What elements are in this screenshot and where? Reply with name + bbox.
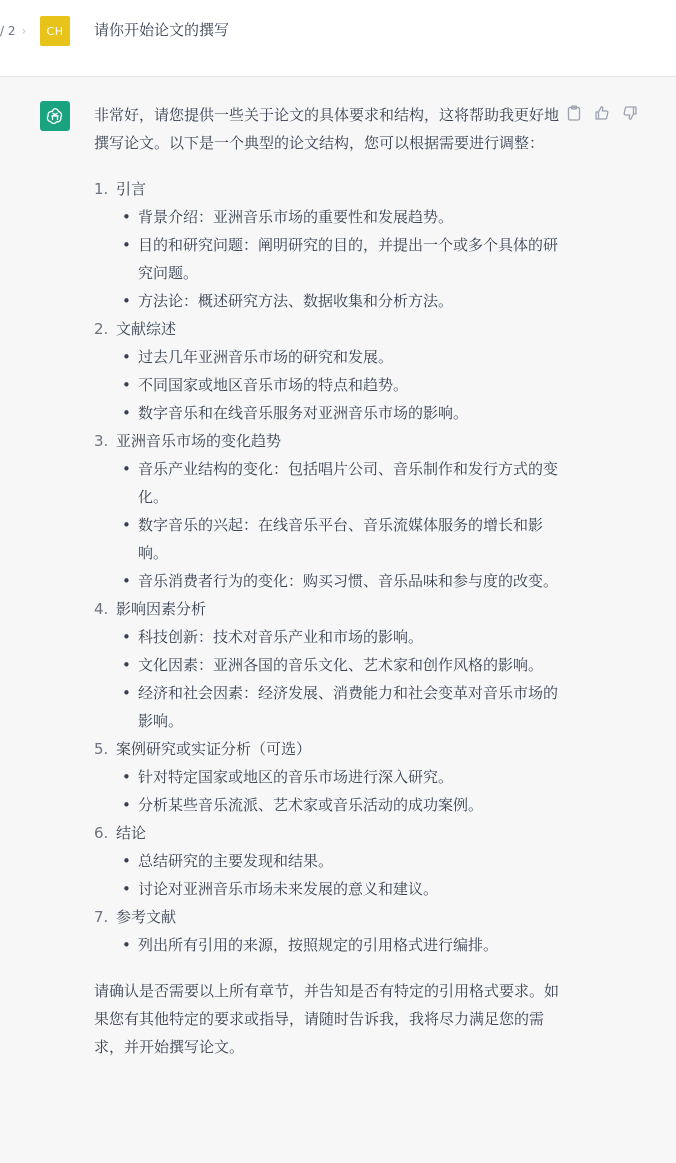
section-items xyxy=(116,203,560,315)
section-number: 3. xyxy=(94,432,109,450)
clipboard-icon[interactable] xyxy=(566,105,582,121)
assistant-outro: 请确认是否需要以上所有章节，并告知是否有特定的引用格式要求。如果您有其他特定的要求或指导，请随时告诉我，我将尽力满足您的需求，并开始撰写论文。 xyxy=(94,982,560,1056)
assistant-message-row xyxy=(0,77,676,1163)
section-items xyxy=(116,763,560,819)
user-message-row xyxy=(0,0,676,77)
user-message-text: 请你开始论文的撰写 xyxy=(94,21,230,39)
thumbs-down-icon[interactable] xyxy=(622,105,638,121)
section-items xyxy=(116,623,560,735)
section-number: 4. xyxy=(94,600,109,618)
list-item: • 音乐产业结构的变化：包括唱片公司、音乐制作和发行方式的变化。 xyxy=(138,455,560,511)
section-number: 2. xyxy=(94,320,109,338)
section-items xyxy=(116,847,560,903)
list-item: • 方法论：概述研究方法、数据收集和分析方法。 xyxy=(138,287,560,315)
list-item: • 针对特定国家或地区的音乐市场进行深入研究。 xyxy=(138,763,560,791)
openai-logo-icon xyxy=(45,106,65,126)
section-items xyxy=(116,931,560,959)
thumbs-up-icon[interactable] xyxy=(594,105,610,121)
response-pager[interactable] xyxy=(0,24,26,38)
list-item: • 分析某些音乐流派、艺术家或音乐活动的成功案例。 xyxy=(138,791,560,819)
section-number: 7. xyxy=(94,908,109,926)
assistant-message-content xyxy=(94,101,560,1061)
list-item: • 背景介绍：亚洲音乐市场的重要性和发展趋势。 xyxy=(138,203,560,231)
outline-section xyxy=(94,735,560,819)
list-item: • 总结研究的主要发现和结果。 xyxy=(138,847,560,875)
pager-text: / 2 xyxy=(0,24,16,38)
list-item: • 不同国家或地区音乐市场的特点和趋势。 xyxy=(138,371,560,399)
outline-section xyxy=(94,819,560,903)
chevron-right-icon[interactable]: › xyxy=(21,24,27,38)
section-items xyxy=(116,343,560,427)
section-title: 亚洲音乐市场的变化趋势 xyxy=(116,432,282,450)
user-avatar: CH xyxy=(40,16,70,46)
outline-section xyxy=(94,595,560,735)
section-title: 参考文献 xyxy=(116,908,177,926)
section-title: 文献综述 xyxy=(116,320,177,338)
section-items xyxy=(116,455,560,595)
list-item: • 讨论对亚洲音乐市场未来发展的意义和建议。 xyxy=(138,875,560,903)
outline-section xyxy=(94,427,560,595)
outline-section xyxy=(94,315,560,427)
section-title: 影响因素分析 xyxy=(116,600,207,618)
outline-section xyxy=(94,903,560,959)
list-item: • 经济和社会因素：经济发展、消费能力和社会变革对音乐市场的影响。 xyxy=(138,679,560,735)
list-item: • 科技创新：技术对音乐产业和市场的影响。 xyxy=(138,623,560,651)
list-item: • 列出所有引用的来源，按照规定的引用格式进行编排。 xyxy=(138,931,560,959)
list-item: • 过去几年亚洲音乐市场的研究和发展。 xyxy=(138,343,560,371)
list-item: • 数字音乐和在线音乐服务对亚洲音乐市场的影响。 xyxy=(138,399,560,427)
list-item: • 音乐消费者行为的变化：购买习惯、音乐品味和参与度的改变。 xyxy=(138,567,560,595)
list-item: • 目的和研究问题：阐明研究的目的，并提出一个或多个具体的研究问题。 xyxy=(138,231,560,287)
assistant-intro: 非常好，请您提供一些关于论文的具体要求和结构，这将帮助我更好地撰写论文。以下是一个典型的论文结构，您可以根据需要进行调整： xyxy=(94,106,560,152)
list-item: • 数字音乐的兴起：在线音乐平台、音乐流媒体服务的增长和影响。 xyxy=(138,511,560,567)
list-item: • 文化因素：亚洲各国的音乐文化、艺术家和创作风格的影响。 xyxy=(138,651,560,679)
section-title: 引言 xyxy=(116,180,147,198)
outline-list xyxy=(94,175,560,959)
message-actions xyxy=(566,105,638,121)
section-title: 结论 xyxy=(116,824,147,842)
section-number: 6. xyxy=(94,824,109,842)
section-title: 案例研究或实证分析（可选） xyxy=(116,740,312,758)
assistant-avatar xyxy=(40,101,70,131)
outline-section xyxy=(94,175,560,315)
section-number: 1. xyxy=(94,180,109,198)
section-number: 5. xyxy=(94,740,109,758)
